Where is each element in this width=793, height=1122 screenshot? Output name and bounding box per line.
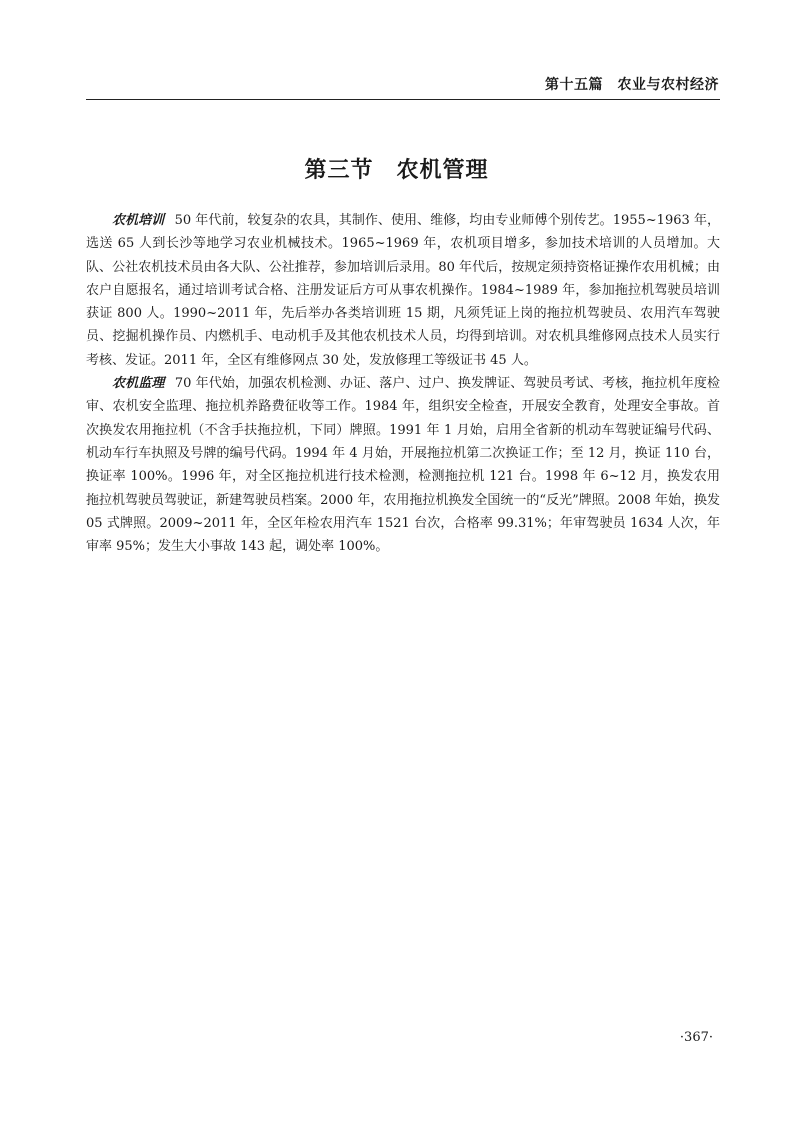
paragraph-label: 农机培训 (112, 213, 165, 228)
running-header: 第十五篇 农业与农村经济 (545, 77, 719, 93)
paragraph-text: 50 年代前，较复杂的农具，其制作、使用、维修，均由专业师傅个别传艺。1955~1963 年，选送 65 人到长沙等地学习农业机械技术。1965~1969 年，农机项目增多，参加技术培训的人员增加。大队、公社农机技术员由各大队、公社推荐，参加培训后录用。80 年代后，按规定须持资格证操作农用机械；由农户自愿报名，通过培训考试合格、注册发证后方可从事农机操作。1984~1989 年，参加拖拉机驾驶员培训获证 800 人。1990~2011 年，先后举办各类培训班 15 期，凡须凭证上岗的拖拉机驾驶员、农用汽车驾驶员、挖掘机操作员、内燃机手、电动机手及其他农机技术人员，均得到培训。对农机具维修网点技术人员实行考核、发证。2011 年，全区有维修网点 30 处，发放修理工等级证书 45 人。 (86, 213, 720, 368)
paragraph-training (86, 209, 720, 372)
header-rule (86, 99, 720, 100)
paragraph-label: 农机监理 (112, 376, 165, 392)
body-text (86, 209, 720, 558)
section-title: 第三节 农机管理 (304, 158, 489, 183)
paragraph-supervision (86, 372, 720, 558)
page-number: ·367· (679, 1030, 713, 1045)
paragraph-text: 70 年代始，加强农机检测、办证、落户、过户、换发牌证、驾驶员考试、考核，拖拉机年度检审、农机安全监理、拖拉机养路费征收等工作。1984 年，组织安全检查，开展安全教育，处理安全事故。首次换发农用拖拉机（不含手扶拖拉机，下同）牌照。1991 年 1 月始，启用全省新的机动车驾驶证编号代码、机动车行车执照及号牌的编号代码。1994 年 4 月始，开展拖拉机第二次换证工作；至 12 月，换证 110 台，换证率 100%。1996 年，对全区拖拉机进行技术检测，检测拖拉机 121 台。1998 年 6~12 月，换发农用拖拉机驾驶员驾驶证，新建驾驶员档案。2000 年，农用拖拉机换发全国统一的“反光”牌照。2008 年始，换发 05 式牌照。2009~2011 年，全区年检农用汽车 1521 台次，合格率 99.31%；年审驾驶员 1634 人次，年审率 95%；发生大小事故 143 起，调处率 100%。 (86, 376, 720, 555)
